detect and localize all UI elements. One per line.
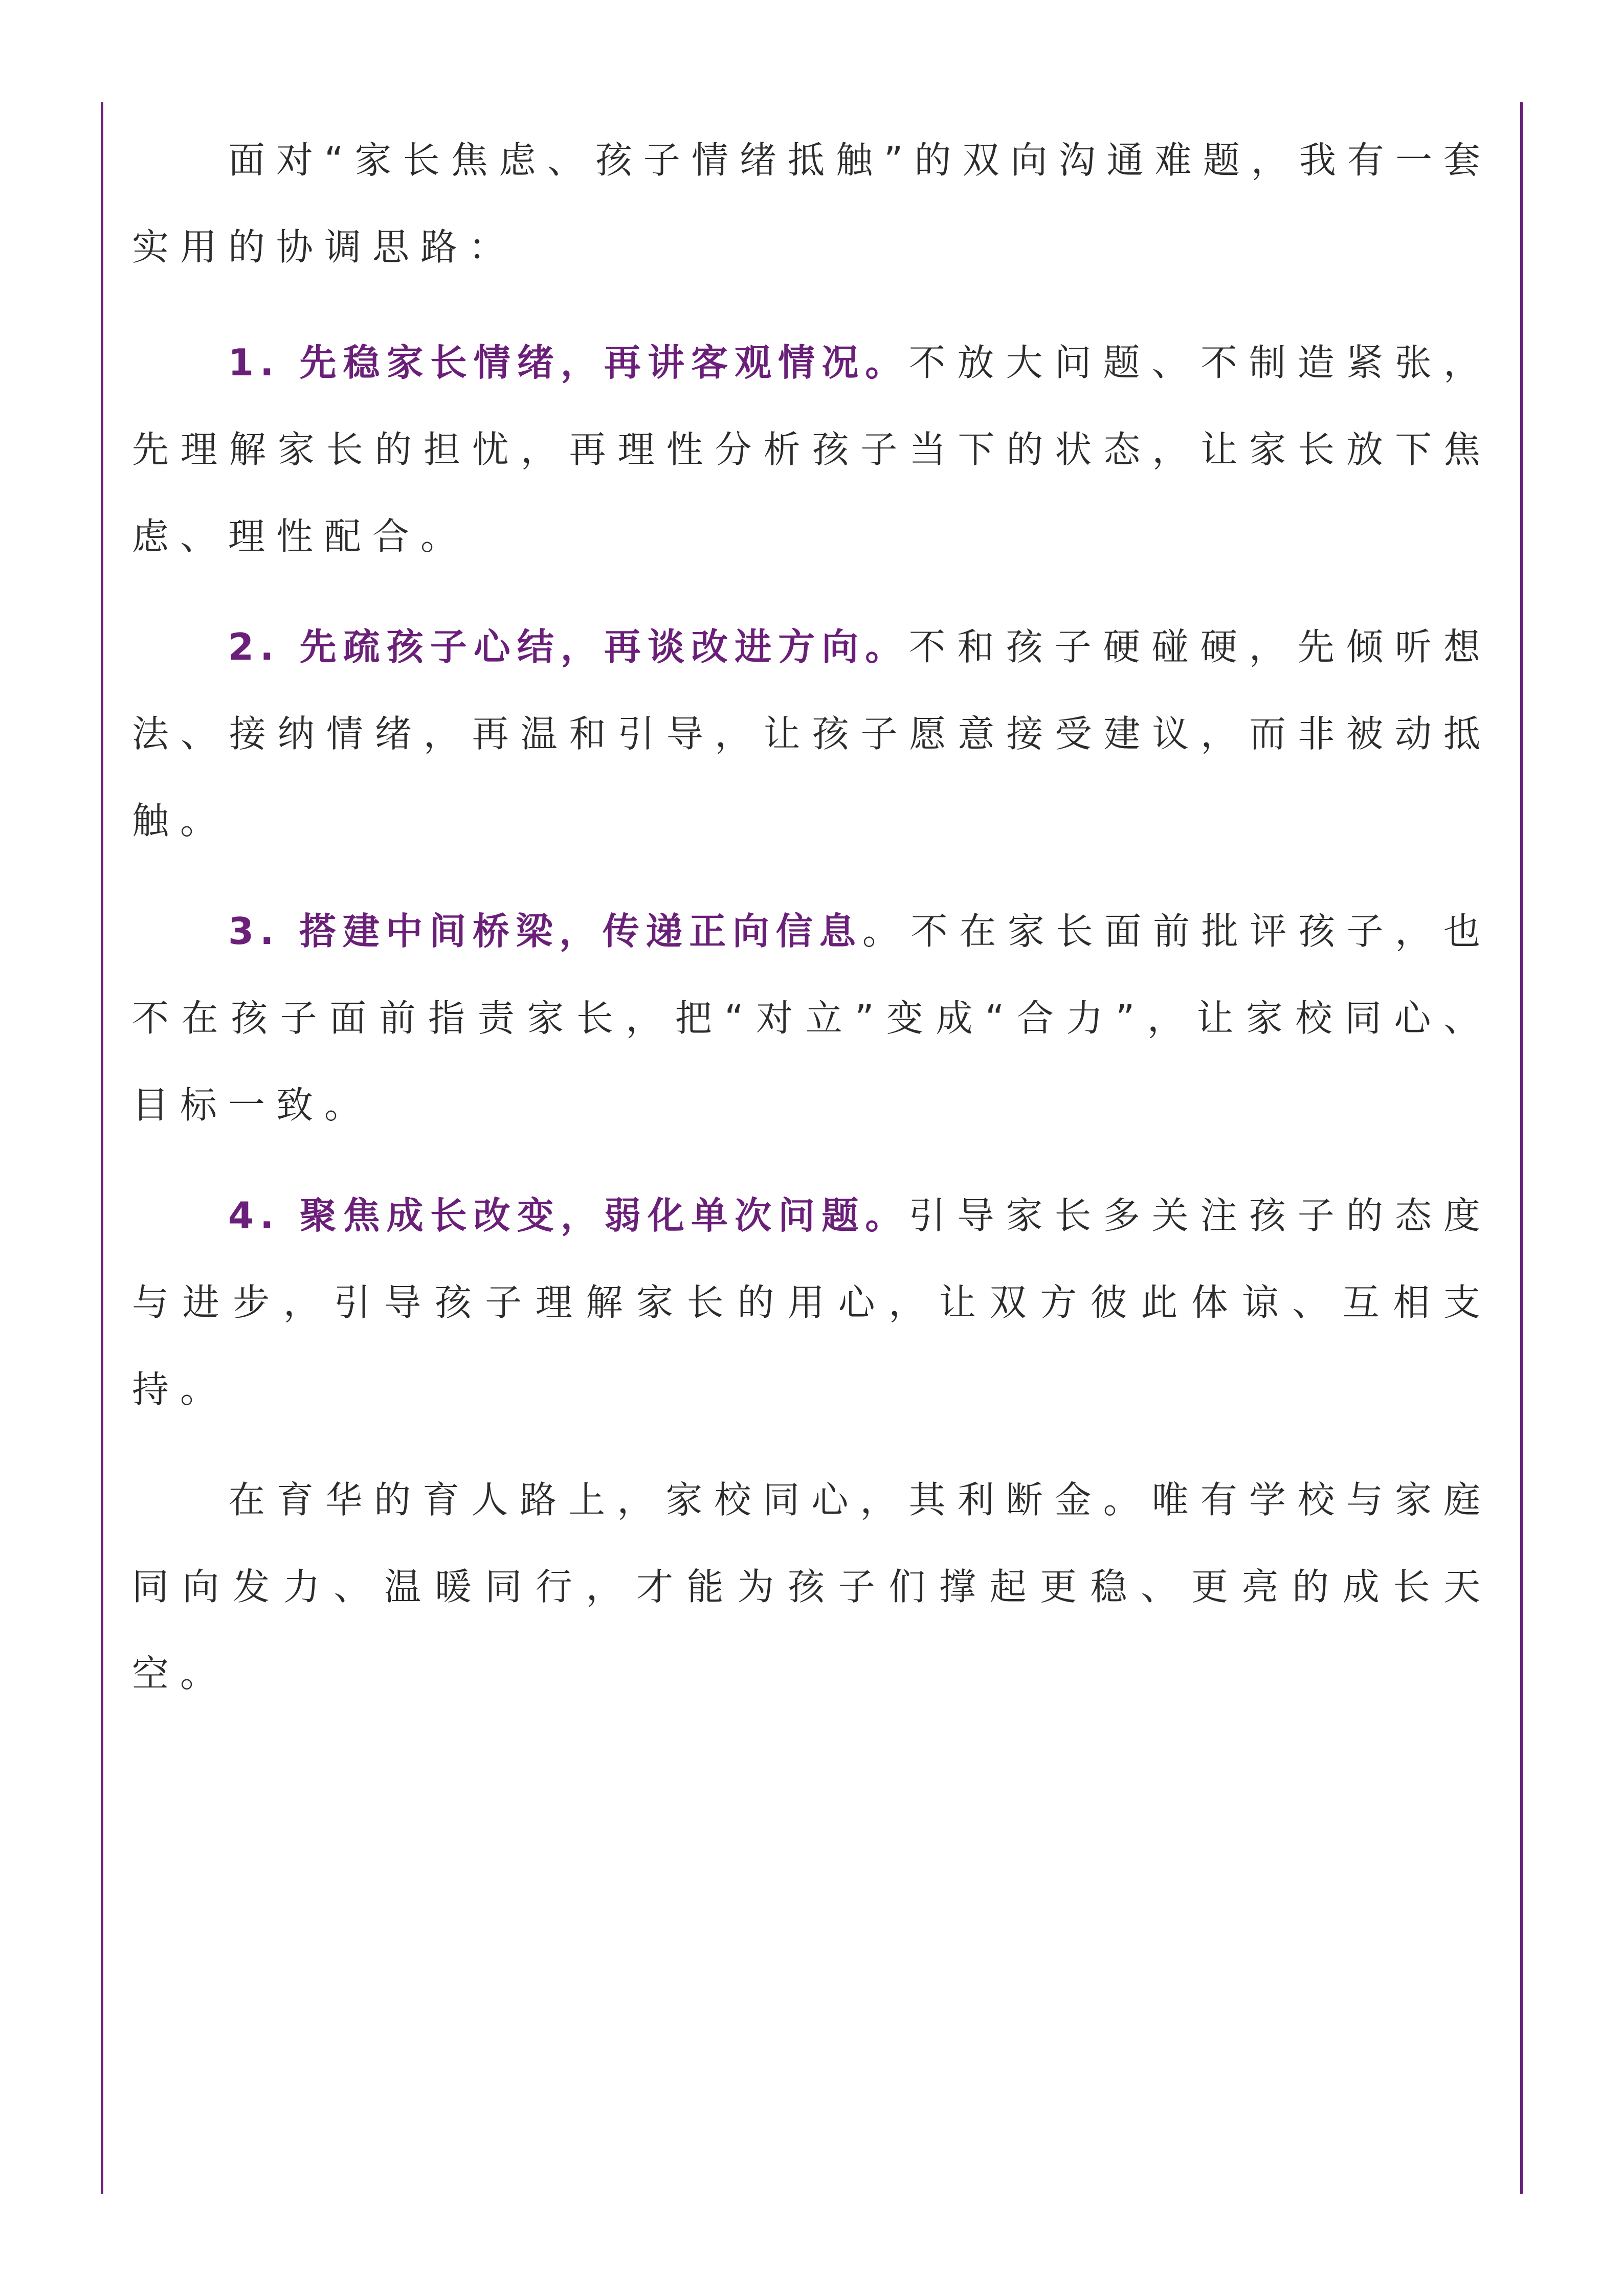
point-paragraph-4 [132, 1172, 1492, 1433]
point-3-body: 。不在家长面前批评孩子，也不在孩子面前指责家长，把“对立”变成“合力”，让家校同心、目标一致。 [132, 910, 1492, 1127]
point-4-heading: 4. 聚焦成长改变，弱化单次问题。 [228, 1194, 909, 1237]
page-border-left [101, 102, 103, 2194]
point-2-heading: 2. 先疏孩子心结，再谈改进方向。 [228, 625, 909, 668]
article-body [132, 117, 1492, 1746]
point-2-body: 不和孩子硬碰硬，先倾听想法、接纳情绪，再温和引导，让孩子愿意接受建议，而非被动抵触。 [132, 625, 1492, 842]
point-1-heading: 1. 先稳家长情绪，再讲客观情况。 [228, 341, 909, 384]
point-3-heading: 3. 搭建中间桥梁，传递正向信息 [228, 910, 862, 953]
point-paragraph-2 [132, 603, 1492, 864]
page-border-right [1520, 102, 1523, 2194]
point-paragraph-1 [132, 319, 1492, 580]
point-4-body: 引导家长多关注孩子的态度与进步，引导孩子理解家长的用心，让双方彼此体谅、互相支持。 [132, 1194, 1492, 1411]
point-1-body: 不放大问题、不制造紧张，先理解家长的担忧，再理性分析孩子当下的状态，让家长放下焦虑、理性配合。 [132, 341, 1492, 558]
point-paragraph-3 [132, 888, 1492, 1149]
intro-paragraph: 面对“家长焦虑、孩子情绪抵触”的双向沟通难题，我有一套实用的协调思路： [132, 139, 1492, 268]
closing-paragraph: 在育华的育人路上，家校同心，其利断金。唯有学校与家庭同向发力、温暖同行，才能为孩子们撑起更稳、更亮的成长天空。 [132, 1478, 1492, 1695]
